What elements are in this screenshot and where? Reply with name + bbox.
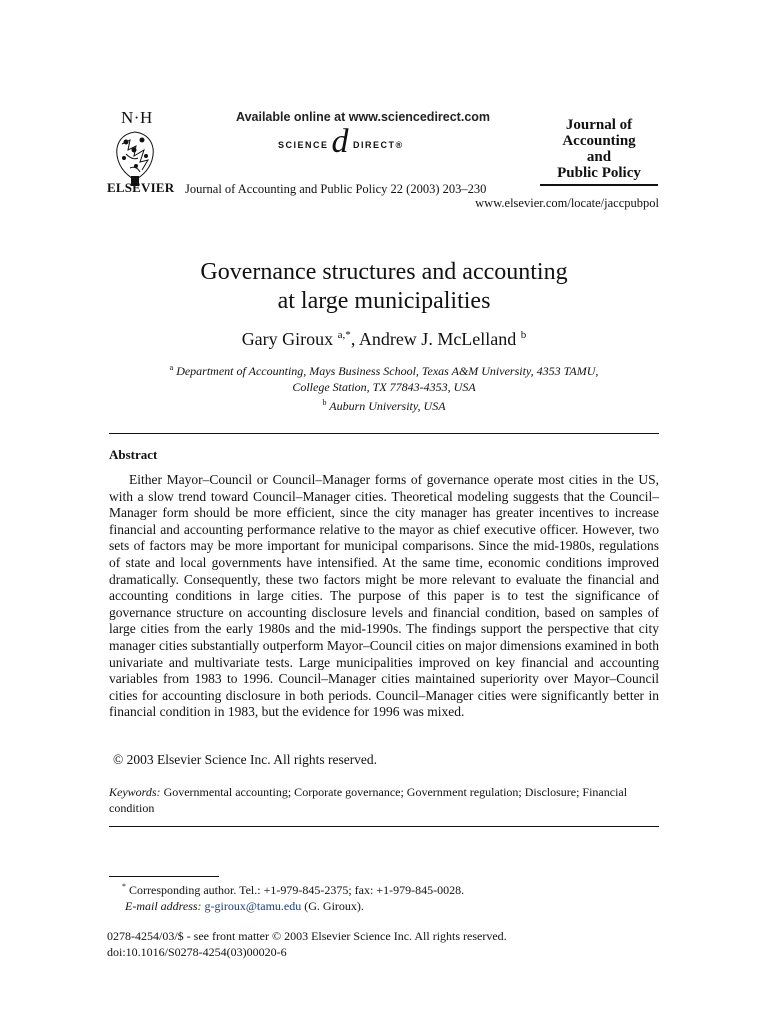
affiliation-a-marker: a: [169, 363, 174, 372]
email-note: [125, 899, 364, 914]
author-list: [0, 329, 768, 350]
doi-line[interactable]: doi:10.1016/S0278-4254(03)00020-6: [107, 945, 287, 959]
author-1: Gary Giroux: [241, 329, 334, 349]
article-title: [0, 258, 768, 316]
title-line-2: at large municipalities: [277, 288, 491, 314]
section-divider: [109, 433, 659, 434]
title-line-1: Governance structures and accounting: [200, 259, 568, 285]
section-divider: [109, 826, 659, 827]
affiliation-a-line-2: College Station, TX 77843-4353, USA: [292, 379, 476, 394]
keywords: [109, 784, 659, 816]
affiliation-b-marker: b: [322, 398, 327, 407]
available-online-text[interactable]: Available online at www.sciencedirect.com: [236, 110, 491, 124]
journal-name-line: Public Policy: [557, 165, 641, 181]
journal-name-line: Accounting: [562, 133, 636, 149]
copyright-notice: © 2003 Elsevier Science Inc. All rights reserved.: [113, 752, 378, 767]
author-2: Andrew J. McLelland: [358, 329, 517, 349]
corresponding-author-text: Corresponding author. Tel.: +1-979-845-2375; fax: +1-979-845-0028.: [129, 883, 465, 897]
affiliations: [0, 360, 768, 415]
journal-name-box: [540, 117, 658, 186]
journal-name-line: Journal of: [565, 117, 633, 133]
corresponding-author-note: [122, 882, 464, 898]
publisher-name: ELSEVIER: [107, 180, 175, 195]
email-link[interactable]: g-giroux@tamu.edu: [204, 899, 302, 913]
journal-name-line: and: [586, 149, 612, 165]
abstract-body: Either Mayor–Council or Council–Manager forms of governance operate most cities in the US, with a slow trend toward Council–Manager cities. Theoretical modeling suggests that the Council–Manager form should be more efficient, since the city manager has greater incentives to increase financial and accounting performance relative to the mayor as chief executive officer. However, two sets of factors may be more important for municipal comparisons. Since the mid-1980s, regulations of state and local governments have intensified. At the same time, economic conditions improved dramatically. Consequently, these two factors might be more relevant to evaluate the financial and accounting conditions in large cities. The purpose of this paper is to test the significance of governance structure on accounting disclosure levels and financial condition, based on samples of large cities from the early 1980s and the mid-1990s. The findings support the perspective that city manager cities substantially outperform Mayor–Council cities on major dimensions examined in both univariate and multivariate tests. Large municipalities improved on key financial and accounting variables from 1983 to 1996. Council–Manager cities maintained superiority over Mayor–Council cities for accounting disclosure in both periods. Council–Manager cities were significantly better in financial condition in 1983, but the evidence for 1996 was mixed.: [109, 472, 659, 720]
journal-url[interactable]: www.elsevier.com/locate/jaccpubpol: [475, 196, 659, 210]
sciencedirect-logo[interactable]: [278, 123, 404, 160]
journal-citation: Journal of Accounting and Public Policy 22 (2003) 203–230: [185, 182, 487, 196]
affiliation-b: [0, 395, 768, 415]
sciencedirect-at-icon: d: [331, 123, 351, 160]
email-label: E-mail address:: [125, 899, 202, 913]
affiliation-b-text: Auburn University, USA: [329, 399, 446, 413]
issn-line: 0278-4254/03/$ - see front matter © 2003 Elsevier Science Inc. All rights reserved.: [107, 929, 507, 943]
keywords-list: Governmental accounting; Corporate governance; Government regulation; Disclosure; Financial condition: [109, 785, 628, 815]
email-name: (G. Giroux).: [304, 899, 364, 913]
affiliation-a: [0, 360, 768, 380]
footnote-marker: *: [122, 882, 126, 891]
publisher-mark: N·H: [121, 108, 153, 127]
front-matter-info: [107, 928, 507, 960]
keywords-label: Keywords:: [109, 785, 161, 799]
sciencedirect-right: DIRECT®: [353, 140, 404, 150]
author-1-affiliation-marker: a,*: [337, 329, 351, 341]
sciencedirect-left: SCIENCE: [278, 140, 329, 150]
affiliation-a-line-1: Department of Accounting, Mays Business School, Texas A&M University, 4353 TAMU,: [176, 364, 599, 378]
abstract-heading: Abstract: [109, 447, 158, 462]
footnote-divider: [109, 876, 219, 877]
author-2-affiliation-marker: b: [520, 329, 527, 341]
author-separator: ,: [350, 329, 359, 349]
